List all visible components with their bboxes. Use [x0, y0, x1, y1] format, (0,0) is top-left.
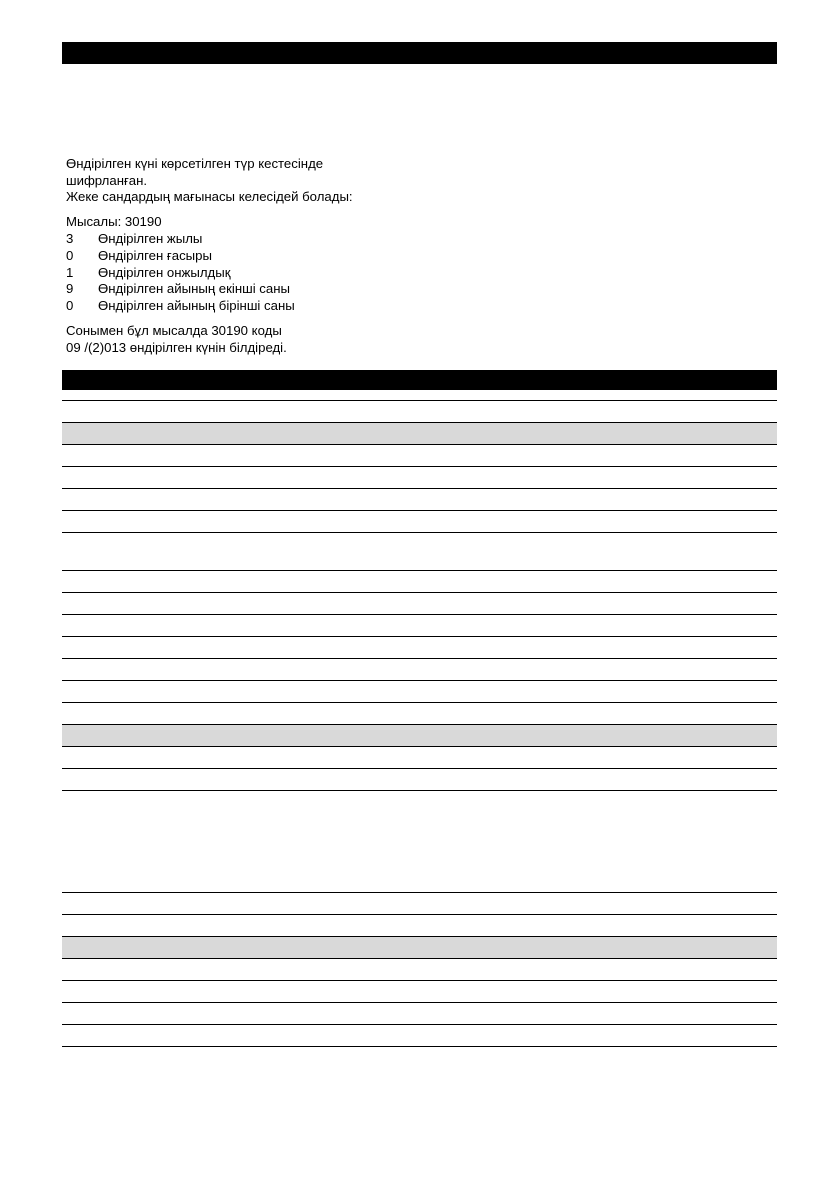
list-item — [66, 231, 295, 248]
digit-meaning: Өндірілген онжылдық — [98, 264, 231, 280]
intro-paragraph — [66, 156, 353, 206]
table-section-header — [62, 422, 777, 445]
digit-meaning: Өндірілген жылы — [98, 231, 203, 246]
digit-meaning: Өндірілген айының бірінші саны — [98, 298, 295, 314]
table-row — [62, 637, 777, 659]
digit: 0 — [66, 247, 74, 263]
table-row — [62, 769, 777, 791]
header-bar — [62, 42, 777, 64]
conclusion-line: 09 /(2)013 өндірілген күнін білдіреді. — [66, 339, 287, 355]
table-row — [62, 615, 777, 637]
table-row — [62, 1003, 777, 1025]
table-row — [62, 489, 777, 511]
table-row — [62, 533, 777, 571]
table-row — [62, 747, 777, 769]
table-row — [62, 511, 777, 533]
digit-meaning: Өндірілген айының екінші саны — [98, 281, 290, 297]
digit-meaning-list — [66, 231, 295, 315]
table-row — [62, 445, 777, 467]
intro-line: Өндірілген күні көрсетілген түр кестесінде — [66, 156, 324, 171]
digit: 3 — [66, 231, 74, 246]
intro-line: Жеке сандардың мағынасы келесідей болады: — [66, 189, 353, 204]
intro-line: шифрланған. — [66, 172, 148, 188]
example-label: Мысалы: 30190 — [66, 214, 162, 229]
table-row — [62, 593, 777, 615]
table-row — [62, 681, 777, 703]
list-item — [66, 248, 295, 265]
section-bar — [62, 370, 777, 390]
digit-meaning: Өндірілген ғасыры — [98, 247, 212, 263]
digit: 0 — [66, 298, 74, 314]
digit: 1 — [66, 264, 74, 280]
table-row — [62, 959, 777, 981]
list-item — [66, 298, 295, 315]
table-row — [62, 659, 777, 681]
digit: 9 — [66, 281, 74, 297]
table-row — [62, 791, 777, 893]
table-row — [62, 893, 777, 915]
table-section-header — [62, 936, 777, 959]
table-row — [62, 467, 777, 489]
table-row — [62, 981, 777, 1003]
list-item — [66, 265, 295, 282]
conclusion-paragraph — [66, 323, 287, 356]
list-item — [66, 281, 295, 298]
table-row — [62, 1025, 777, 1047]
table-section-header — [62, 724, 777, 747]
table-row — [62, 915, 777, 937]
table-row — [62, 571, 777, 593]
table-row — [62, 390, 777, 401]
table-row — [62, 703, 777, 725]
conclusion-line: Сонымен бұл мысалда 30190 коды — [66, 323, 282, 338]
